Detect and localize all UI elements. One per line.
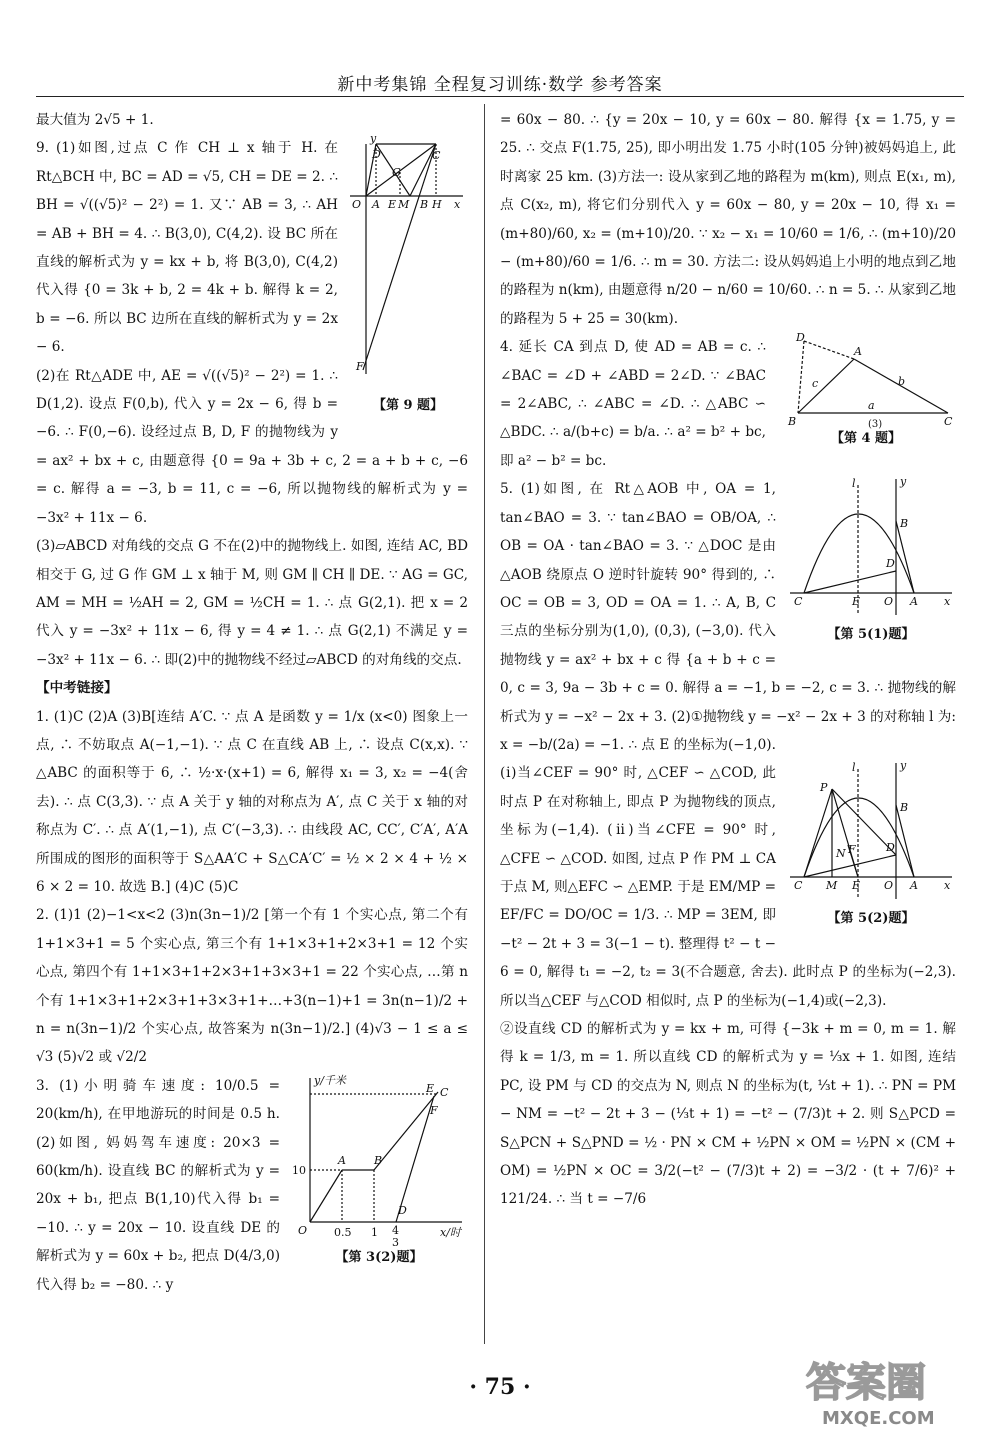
svg-text:O: O <box>352 198 362 212</box>
svg-text:O: O <box>884 595 894 609</box>
figure-q4 <box>776 333 956 449</box>
svg-text:x: x <box>944 879 951 893</box>
svg-text:0.5: 0.5 <box>334 1225 352 1239</box>
svg-text:M: M <box>826 879 838 893</box>
svg-text:A: A <box>910 595 918 609</box>
answer-5-part1: 5. (1)如图, 在 Rt△AOB 中, OA = 1, tan∠BAO = 3. ∵ tan∠BAO = OB/OA, ∴ OB = OA · tan∠BAO = 3. ∵ △DOC 是由△AOB 绕原点 O 逆时针旋转 90° 得到的, ∴ OC = OB = 3, OD = OA = 1. ∴ A, B, C 三点的坐标分别为(1,0), (0,3), (−3,0). 代入抛物线 y = ax² + bx + c 得 {a + b + c = 0, c = 3, 9a − 3b + c = 0. 解得 a = −1, b = −2, c = 3. ∴ 抛物线的解析式为 y = −x² − 2x + 3. (2)①抛物线 y = −x² − 2x + 3 的对称轴 l 为: x = −b/(2a) = −1. ∴ 点 E 的坐标为(−1,0). <box>500 481 956 753</box>
svg-text:A: A <box>372 198 380 212</box>
svg-text:D: D <box>886 557 895 571</box>
svg-text:F: F <box>356 360 364 374</box>
svg-text:y: y <box>370 134 377 146</box>
svg-text:M: M <box>398 198 410 212</box>
svg-text:P: P <box>820 781 828 795</box>
svg-text:4: 4 <box>392 1223 399 1237</box>
column-divider <box>484 104 485 1344</box>
figure-q3-2-graph <box>290 1072 468 1248</box>
answer-link-2: 2. (1)1 (2)−1<x<2 (3)n(3n−1)/2 [第一个有 1 个实心点, 第二个有 1+1×3+1 = 5 个实心点, 第三个有 1+1×3+1+2×3+1 = 12 个实心点, 第四个有 1+1×3+1+2×3+1+3×3+1 = 22 个实心点, …第 n 个有 1+1×3+1+2×3+1+3×3+1+…+3(n−1)+1 = 3n(n−1)/2 + n = n(3n−1)/2 个实心点, 故答案为 n(3n−1)/2.] (4)√3 − 1 ≤ a ≤ √3 (5)√2 或 √2/2 <box>36 907 468 1066</box>
page-number: · 75 · <box>469 1374 531 1400</box>
answer-9-part3: (3)▱ABCD 对角线的交点 G 不在(2)中的抛物线上. 如图, 连结 AC, BD 相交于 G, 过 G 作 GM ⊥ x 轴于 M, 则 GM ∥ CH ∥ DE. ∵ AG = GC, AM = MH = ½AH = 2, GM = ½CH = 1. ∴ 点 G(2,1). 把 x = 2 代入 y = −3x² + 11x − 6, 得 y = 4 ≠ 1. ∴ 点 G(2,1) 不满足 y = −3x² + 11x − 6. ∴ 即(2)中的抛物线不经过▱ABCD 的对角线的交点. <box>36 538 468 668</box>
watermark-en: MXQE.COM <box>822 1408 935 1429</box>
watermark-cn: 答案圈 <box>806 1360 926 1406</box>
figure-q5-2-caption: 【第 5(2)题】 <box>827 911 915 927</box>
svg-text:x/时: x/时 <box>440 1225 461 1239</box>
figure-q3-2 <box>290 1072 468 1268</box>
svg-text:3: 3 <box>392 1235 399 1248</box>
svg-text:y/千米: y/千米 <box>314 1073 346 1087</box>
answer-3-continued: = 60x − 80. ∴ {y = 20x − 10, y = 60x − 80. 解得 {x = 1.75, y = 25. ∴ 交点 F(1.75, 25), 即小明出发 1.75 小时(105 分钟)被妈妈追上, 此时离家 25 km. (3)方法一: 设从家到乙地的路程为 m(km), 则点 E(x₁, m), 点 C(x₂, m), 将它们分别代入 y = 60x − 80, y = 20x − 10, 得 x₁ = (m+80)/60, x₂ = (m+10)/20. ∵ x₂ − x₁ = 10/60 = 1/6, ∴ (m+10)/20 − (m+80)/60 = 1/6. ∴ m = 30. 方法二: 设从妈妈追上小明的地点到乙地的路程为 n(km), 由题意得 n/20 − n/60 = 10/60. ∴ n = 5. ∴ 从家到乙地的路程为 5 + 25 = 30(km). <box>500 112 956 327</box>
svg-text:B: B <box>374 1153 383 1167</box>
figure-q9-caption: 【第 9 题】 <box>372 398 444 414</box>
header-rule <box>36 96 964 97</box>
figure-q5-1-caption: 【第 5(1)题】 <box>827 627 915 643</box>
figure-q5-1 <box>786 475 956 645</box>
svg-text:F: F <box>430 1103 438 1117</box>
svg-text:A: A <box>854 345 862 359</box>
svg-text:B: B <box>900 517 909 531</box>
svg-text:H: H <box>432 198 442 212</box>
answer-5-part2: (ⅰ)当∠CEF = 90° 时, △CEF ∽ △COD, 此时点 P 在对称轴上, 即点 P 为抛物线的顶点, 坐标为(−1,4). (ⅱ)当∠CFE = 90° 时, △CFE ∽ △COD. 如图, 过点 P 作 PM ⊥ CA 于点 M, 则△EFC ∽ △EMP. 于是 EM/MP = EF/FC = DO/OC = 1/3. ∴ MP = 3EM, 即 −t² − 2t + 3 = 3(−1 − t). 整理得 t² − t − 6 = 0, 解得 t₁ = −2, t₂ = 3(不合题意, 舍去). 此时点 P 的坐标为(−2,3). 所以当△CEF 与△COD 相似时, 点 P 的坐标为(−1,4)或(−2,3). <box>500 765 956 1009</box>
figure-q9 <box>348 134 468 416</box>
svg-text:C: C <box>944 415 953 429</box>
svg-text:G: G <box>392 166 401 180</box>
answer-5-part3: ②设直线 CD 的解析式为 y = kx + m, 可得 {−3k + m = 0, m = 1. 解得 k = 1/3, m = 1. 所以直线 CD 的解析式为 y = ⅓x + 1. 如图, 连结 PC, 设 PM 与 CD 的交点为 N, 则点 N 的坐标为(t, ⅓t + 1). ∴ PN = PM − NM = −t² − 2t + 3 − (⅓t + 1) = −t² − (7/3)t + 2. 则 S△PCD = S△PCN + S△PND = ½ · PN × CM + ½PN × OM = ½PN × (CM + OM) = ½PN × OC = 3/2(−t² − (7/3)t + 2) = −3/2 · (t + 7/6)² + 121/24. ∴ 当 t = −7/6 <box>500 1021 956 1208</box>
svg-text:y: y <box>900 759 907 773</box>
svg-text:C: C <box>440 1085 449 1099</box>
svg-text:D: D <box>886 841 895 855</box>
answer-prev-tail: 最大值为 2√5 + 1. <box>36 112 154 128</box>
svg-text:E: E <box>426 1081 435 1095</box>
svg-text:E: E <box>388 198 397 212</box>
svg-text:B: B <box>900 801 909 815</box>
figure-q5-2 <box>786 759 956 929</box>
svg-text:A: A <box>338 1153 346 1167</box>
svg-text:10: 10 <box>292 1163 306 1177</box>
svg-text:b: b <box>898 375 906 389</box>
watermark-logo <box>800 1352 980 1430</box>
left-column <box>36 106 468 1299</box>
svg-text:F: F <box>848 843 856 857</box>
svg-text:B: B <box>788 415 797 429</box>
answer-9-part2: (2)在 Rt△ADE 中, AE = √((√5)² − 2²) = 1. ∴ D(1,2). 设点 F(0,b), 代入 y = 2x − 6, 得 b = −6. ∴ F(0,−6). 设经过点 B, D, F 的抛物线为 y = ax² + bx + c, 由题意得 {0 = 9a + 3b + c, 2 = a + b + c, −6 = c. 解得 a = −3, b = 11, c = −6, 所以抛物线的解析式为 y = −3x² + 11x − 6. <box>36 367 468 526</box>
svg-text:1: 1 <box>371 1225 378 1239</box>
svg-text:O: O <box>298 1223 308 1237</box>
section-heading: 【中考链接】 <box>36 680 118 697</box>
answer-link-1: 1. (1)C (2)A (3)B[连结 A′C. ∵ 点 A 是函数 y = 1/x (x<0) 图象上一点, ∴ 不妨取点 A(−1,−1). ∵ 点 C 在直线 AB 上, ∴ 设点 C(x,x). ∵ △ABC 的面积等于 6, ∴ ½·x·(x+1) = 6, 解得 x₁ = 3, x₂ = −4(舍去). ∴ 点 C(3,3). ∵ 点 A 关于 y 轴的对称点为 A′, 点 C 关于 x 轴的对称点为 C′. ∴ 点 A′(1,−1), 点 C′(−3,3). ∴ 由线段 AC, CC′, C′A′, A′A 所围成的图形的面积等于 S△AA′C + S△CA′C′ = ½ × 2 × 4 + ½ × 6 × 2 = 10. 故选 B.] (4)C (5)C <box>36 708 468 895</box>
svg-text:D: D <box>372 148 381 162</box>
svg-text:E: E <box>852 879 861 893</box>
svg-text:D: D <box>398 1203 407 1217</box>
svg-text:E: E <box>852 595 861 609</box>
figure-q5-1-graph <box>786 475 956 625</box>
figure-q4-caption: 【第 4 题】 <box>830 431 902 447</box>
page-header: 新中考集锦 全程复习训练·数学 参考答案 <box>337 75 663 95</box>
svg-text:l: l <box>852 477 856 491</box>
svg-text:C: C <box>794 879 803 893</box>
svg-text:c: c <box>812 377 819 391</box>
figure-q5-2-graph <box>786 759 956 909</box>
answer-4: 4. 延长 CA 到点 D, 使 AD = AB = c. ∴ ∠BAC = ∠D + ∠ABD = 2∠D. ∵ ∠BAC = 2∠ABC, ∴ ∠ABC = ∠D. ∴ △ABC ∽ △BDC. ∴ a/(b+c) = b/a. ∴ a² = b² + bc, 即 a² − b² = bc. <box>500 339 766 469</box>
svg-text:a: a <box>868 399 875 413</box>
svg-text:D: D <box>796 333 805 345</box>
figure-q4-graph <box>776 333 956 429</box>
svg-text:l: l <box>852 761 856 775</box>
svg-text:C: C <box>794 595 803 609</box>
svg-text:x: x <box>454 198 461 212</box>
answer-9-part1: 9. (1)如图,过点 C 作 CH ⊥ x 轴于 H. 在 Rt△BCH 中, BC = AD = √5, CH = DE = 2. ∴ BH = √((√5)² − 2²) = 1. 又∵ AB = 3, ∴ AH = AB + BH = 4. ∴ B(3,0), C(4,2). 设 BC 所在直线的解析式为 y = kx + b, 将 B(3,0), C(4,2) 代入得 {0 = 3k + b, 2 = 4k + b. 解得 k = 2, b = −6. 所以 BC 边所在直线的解析式为 y = 2x − 6. <box>36 140 338 356</box>
svg-text:y: y <box>900 475 907 489</box>
svg-text:A: A <box>910 879 918 893</box>
figure-q3-2-caption: 【第 3(2)题】 <box>335 1249 423 1265</box>
svg-text:B: B <box>420 198 429 212</box>
answer-link-3: 3. (1)小明骑车速度: 10/0.5 = 20(km/h), 在甲地游玩的时间是 0.5 h. (2)如图, 妈妈驾车速度: 20×3 = 60(km/h). 设直线 BC 的解析式为 y = 20x + b₁, 把点 B(1,10)代入得 b₁ = −10. ∴ y = 20x − 10. 设直线 DE 的解析式为 y = 60x + b₂, 把点 D(4/3,0)代入得 b₂ = −80. ∴ y <box>36 1077 280 1293</box>
right-column <box>500 106 956 1214</box>
svg-text:C: C <box>432 149 441 163</box>
figure-q9-graph <box>348 134 468 396</box>
svg-text:O: O <box>884 879 894 893</box>
svg-text:x: x <box>944 595 951 609</box>
figure-q4-sublabel: (3) <box>868 419 883 430</box>
svg-text:N: N <box>836 847 846 861</box>
